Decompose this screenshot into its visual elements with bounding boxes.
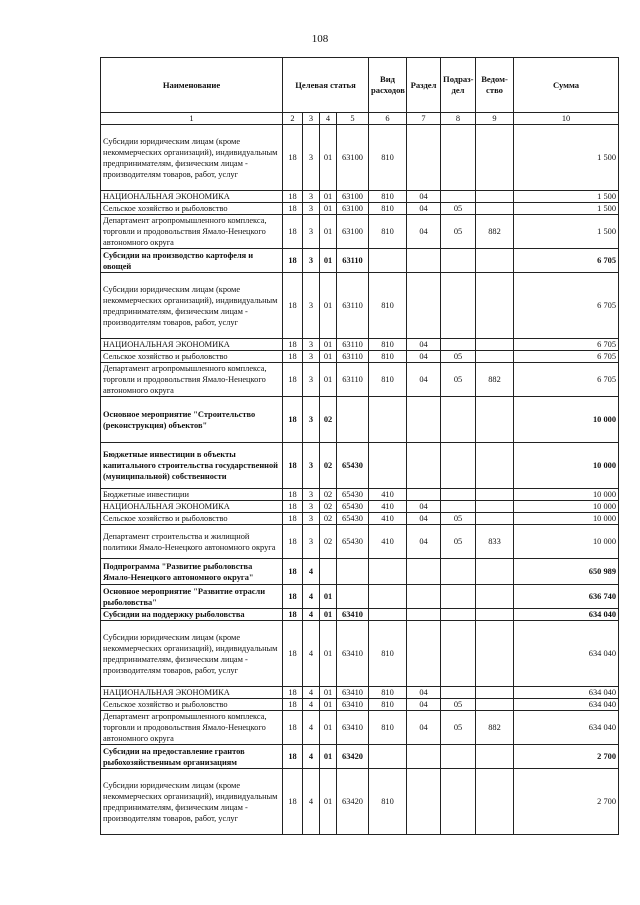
table-row bbox=[101, 489, 619, 501]
table-row bbox=[101, 711, 619, 745]
table-row bbox=[101, 273, 619, 339]
row-code-c3: 3 bbox=[303, 351, 320, 363]
row-name: Подпрограмма "Развитие рыболовства Ямало-Ненецкого автономного округа" bbox=[101, 559, 283, 585]
row-code-c5: 63410 bbox=[337, 711, 369, 745]
row-name: Сельское хозяйство и рыболовство bbox=[101, 699, 283, 711]
row-sum: 2 700 bbox=[514, 745, 619, 769]
row-name: Субсидии на предоставление грантов рыбохозяйственным организациям bbox=[101, 745, 283, 769]
row-code-c2: 18 bbox=[283, 443, 303, 489]
row-code-c7 bbox=[407, 489, 441, 501]
table-row bbox=[101, 249, 619, 273]
row-code-c8 bbox=[441, 745, 476, 769]
row-code-c8: 05 bbox=[441, 363, 476, 397]
row-code-c6: 810 bbox=[369, 203, 407, 215]
table-row bbox=[101, 699, 619, 711]
row-code-c6: 810 bbox=[369, 699, 407, 711]
row-code-c8: 05 bbox=[441, 699, 476, 711]
row-sum: 6 705 bbox=[514, 363, 619, 397]
row-name: Бюджетные инвестиции в объекты капитального строительства государственной (муниципальной) собственности bbox=[101, 443, 283, 489]
row-code-c9 bbox=[476, 621, 514, 687]
row-code-c7 bbox=[407, 745, 441, 769]
row-sum: 650 989 bbox=[514, 559, 619, 585]
row-code-c2: 18 bbox=[283, 339, 303, 351]
row-code-c3: 3 bbox=[303, 215, 320, 249]
row-code-c9: 882 bbox=[476, 215, 514, 249]
table-row bbox=[101, 513, 619, 525]
table-row bbox=[101, 215, 619, 249]
row-code-c8: 05 bbox=[441, 711, 476, 745]
row-sum: 634 040 bbox=[514, 711, 619, 745]
row-code-c3: 3 bbox=[303, 501, 320, 513]
row-code-c8 bbox=[441, 585, 476, 609]
row-code-c3: 3 bbox=[303, 273, 320, 339]
row-code-c5: 63100 bbox=[337, 215, 369, 249]
row-code-c7: 04 bbox=[407, 339, 441, 351]
row-code-c4: 01 bbox=[320, 191, 337, 203]
row-code-c6 bbox=[369, 397, 407, 443]
row-code-c9 bbox=[476, 249, 514, 273]
row-code-c5: 63420 bbox=[337, 769, 369, 835]
row-code-c9 bbox=[476, 745, 514, 769]
header-section: Раздел bbox=[407, 58, 441, 113]
row-code-c2: 18 bbox=[283, 273, 303, 339]
row-name: НАЦИОНАЛЬНАЯ ЭКОНОМИКА bbox=[101, 339, 283, 351]
row-code-c3: 3 bbox=[303, 489, 320, 501]
row-code-c3: 4 bbox=[303, 609, 320, 621]
row-code-c8 bbox=[441, 443, 476, 489]
table-row bbox=[101, 559, 619, 585]
row-code-c7 bbox=[407, 621, 441, 687]
row-code-c5 bbox=[337, 559, 369, 585]
row-sum: 6 705 bbox=[514, 249, 619, 273]
header-expense-type: Вид расходов bbox=[369, 58, 407, 113]
row-code-c9 bbox=[476, 501, 514, 513]
col-number: 3 bbox=[303, 113, 320, 125]
row-code-c9 bbox=[476, 203, 514, 215]
row-sum: 10 000 bbox=[514, 501, 619, 513]
col-number: 10 bbox=[514, 113, 619, 125]
row-code-c7: 04 bbox=[407, 699, 441, 711]
row-code-c4: 02 bbox=[320, 443, 337, 489]
row-code-c8: 05 bbox=[441, 351, 476, 363]
row-code-c4: 01 bbox=[320, 711, 337, 745]
row-code-c9 bbox=[476, 125, 514, 191]
row-code-c4 bbox=[320, 559, 337, 585]
table-row bbox=[101, 125, 619, 191]
col-number: 7 bbox=[407, 113, 441, 125]
row-sum: 636 740 bbox=[514, 585, 619, 609]
row-name: Основное мероприятие "Развитие отрасли рыболовства" bbox=[101, 585, 283, 609]
row-code-c5: 63420 bbox=[337, 745, 369, 769]
col-number: 6 bbox=[369, 113, 407, 125]
row-code-c8: 05 bbox=[441, 525, 476, 559]
row-code-c4: 02 bbox=[320, 525, 337, 559]
row-code-c2: 18 bbox=[283, 215, 303, 249]
table-row bbox=[101, 769, 619, 835]
table-row bbox=[101, 687, 619, 699]
row-name: Департамент агропромышленного комплекса, торговли и продовольствия Ямало-Ненецкого автономного округа bbox=[101, 711, 283, 745]
table-row bbox=[101, 351, 619, 363]
row-sum: 1 500 bbox=[514, 125, 619, 191]
row-sum: 10 000 bbox=[514, 443, 619, 489]
row-code-c4: 02 bbox=[320, 513, 337, 525]
row-code-c5: 63110 bbox=[337, 273, 369, 339]
row-code-c8 bbox=[441, 769, 476, 835]
row-code-c2: 18 bbox=[283, 699, 303, 711]
row-name: Субсидии юридическим лицам (кроме некоммерческих организаций), индивидуальным предпринимателям, физическим лицам - производителям товаров, работ, услуг bbox=[101, 125, 283, 191]
row-code-c6: 410 bbox=[369, 489, 407, 501]
row-code-c9 bbox=[476, 559, 514, 585]
row-code-c2: 18 bbox=[283, 711, 303, 745]
row-code-c7 bbox=[407, 443, 441, 489]
row-code-c6: 810 bbox=[369, 125, 407, 191]
row-code-c6 bbox=[369, 559, 407, 585]
row-code-c7 bbox=[407, 273, 441, 339]
row-code-c2: 18 bbox=[283, 191, 303, 203]
table-row bbox=[101, 443, 619, 489]
row-code-c5: 65430 bbox=[337, 513, 369, 525]
row-sum: 10 000 bbox=[514, 489, 619, 501]
row-code-c6: 810 bbox=[369, 711, 407, 745]
row-code-c5: 63100 bbox=[337, 191, 369, 203]
row-code-c7 bbox=[407, 397, 441, 443]
row-code-c5 bbox=[337, 397, 369, 443]
table-row bbox=[101, 363, 619, 397]
row-code-c3: 4 bbox=[303, 699, 320, 711]
row-code-c3: 3 bbox=[303, 397, 320, 443]
row-code-c5: 65430 bbox=[337, 501, 369, 513]
row-code-c7: 04 bbox=[407, 215, 441, 249]
row-code-c8 bbox=[441, 501, 476, 513]
table-row bbox=[101, 339, 619, 351]
row-code-c5: 63410 bbox=[337, 609, 369, 621]
row-code-c3: 3 bbox=[303, 339, 320, 351]
row-sum: 10 000 bbox=[514, 397, 619, 443]
row-code-c2: 18 bbox=[283, 769, 303, 835]
header-target: Целевая статья bbox=[283, 58, 369, 113]
row-code-c2: 18 bbox=[283, 249, 303, 273]
row-code-c8 bbox=[441, 621, 476, 687]
row-code-c9 bbox=[476, 513, 514, 525]
row-code-c8 bbox=[441, 687, 476, 699]
row-sum: 10 000 bbox=[514, 513, 619, 525]
row-name: Департамент агропромышленного комплекса, торговли и продовольствия Ямало-Ненецкого автономного округа bbox=[101, 363, 283, 397]
row-sum: 1 500 bbox=[514, 215, 619, 249]
row-code-c6 bbox=[369, 745, 407, 769]
row-code-c7: 04 bbox=[407, 191, 441, 203]
row-code-c6 bbox=[369, 609, 407, 621]
row-code-c4: 02 bbox=[320, 501, 337, 513]
row-code-c3: 3 bbox=[303, 203, 320, 215]
row-code-c8 bbox=[441, 125, 476, 191]
header-department: Ведом-ство bbox=[476, 58, 514, 113]
row-code-c6 bbox=[369, 443, 407, 489]
row-code-c6: 810 bbox=[369, 351, 407, 363]
row-code-c3: 4 bbox=[303, 711, 320, 745]
row-code-c2: 18 bbox=[283, 687, 303, 699]
row-code-c3: 3 bbox=[303, 191, 320, 203]
header-sum: Сумма bbox=[514, 58, 619, 113]
row-code-c2: 18 bbox=[283, 351, 303, 363]
row-code-c5: 63410 bbox=[337, 699, 369, 711]
row-code-c2: 18 bbox=[283, 125, 303, 191]
row-code-c6: 410 bbox=[369, 501, 407, 513]
row-code-c2: 18 bbox=[283, 525, 303, 559]
table-row bbox=[101, 585, 619, 609]
row-code-c9 bbox=[476, 687, 514, 699]
row-code-c5: 65430 bbox=[337, 489, 369, 501]
row-code-c9 bbox=[476, 397, 514, 443]
table-header-row bbox=[101, 58, 619, 113]
row-code-c2: 18 bbox=[283, 513, 303, 525]
row-name: Бюджетные инвестиции bbox=[101, 489, 283, 501]
col-number: 2 bbox=[283, 113, 303, 125]
row-code-c6 bbox=[369, 249, 407, 273]
row-code-c9: 882 bbox=[476, 363, 514, 397]
row-code-c8 bbox=[441, 339, 476, 351]
row-code-c7 bbox=[407, 585, 441, 609]
row-code-c7 bbox=[407, 559, 441, 585]
row-code-c4: 01 bbox=[320, 339, 337, 351]
row-code-c7: 04 bbox=[407, 711, 441, 745]
row-name: Субсидии юридическим лицам (кроме некоммерческих организаций), индивидуальным предпринимателям, физическим лицам - производителям товаров, работ, услуг bbox=[101, 273, 283, 339]
row-code-c6: 810 bbox=[369, 769, 407, 835]
row-code-c5: 65430 bbox=[337, 525, 369, 559]
row-code-c7: 04 bbox=[407, 351, 441, 363]
row-code-c5: 63110 bbox=[337, 351, 369, 363]
row-sum: 6 705 bbox=[514, 339, 619, 351]
page-number: 108 bbox=[311, 33, 329, 45]
row-code-c9 bbox=[476, 609, 514, 621]
col-number: 5 bbox=[337, 113, 369, 125]
row-code-c7 bbox=[407, 769, 441, 835]
header-subsection: Подраз-дел bbox=[441, 58, 476, 113]
row-code-c9 bbox=[476, 585, 514, 609]
row-code-c4: 01 bbox=[320, 609, 337, 621]
row-code-c5: 63410 bbox=[337, 621, 369, 687]
row-code-c9 bbox=[476, 443, 514, 489]
row-code-c7: 04 bbox=[407, 525, 441, 559]
row-code-c4: 01 bbox=[320, 351, 337, 363]
column-numbers-row bbox=[101, 113, 619, 125]
row-sum: 634 040 bbox=[514, 609, 619, 621]
row-code-c4: 02 bbox=[320, 397, 337, 443]
table-row bbox=[101, 501, 619, 513]
row-sum: 1 500 bbox=[514, 203, 619, 215]
row-code-c6: 810 bbox=[369, 215, 407, 249]
row-code-c3: 3 bbox=[303, 513, 320, 525]
row-code-c6: 410 bbox=[369, 513, 407, 525]
row-code-c5: 65430 bbox=[337, 443, 369, 489]
row-sum: 1 500 bbox=[514, 191, 619, 203]
row-sum: 6 705 bbox=[514, 351, 619, 363]
row-code-c5: 63110 bbox=[337, 249, 369, 273]
row-code-c6: 810 bbox=[369, 363, 407, 397]
row-code-c8 bbox=[441, 489, 476, 501]
row-code-c3: 3 bbox=[303, 443, 320, 489]
row-code-c2: 18 bbox=[283, 745, 303, 769]
row-code-c3: 4 bbox=[303, 745, 320, 769]
row-code-c5: 63410 bbox=[337, 687, 369, 699]
header-name: Наименование bbox=[101, 58, 283, 113]
row-code-c4: 01 bbox=[320, 203, 337, 215]
row-code-c3: 3 bbox=[303, 525, 320, 559]
row-name: Департамент агропромышленного комплекса, торговли и продовольствия Ямало-Ненецкого автономного округа bbox=[101, 215, 283, 249]
row-name: Субсидии на производство картофеля и овощей bbox=[101, 249, 283, 273]
row-code-c7 bbox=[407, 609, 441, 621]
row-code-c6: 810 bbox=[369, 339, 407, 351]
row-code-c3: 4 bbox=[303, 621, 320, 687]
row-code-c5: 63100 bbox=[337, 125, 369, 191]
row-name: НАЦИОНАЛЬНАЯ ЭКОНОМИКА bbox=[101, 687, 283, 699]
row-code-c2: 18 bbox=[283, 559, 303, 585]
row-code-c8 bbox=[441, 249, 476, 273]
row-code-c9 bbox=[476, 339, 514, 351]
row-code-c4: 01 bbox=[320, 687, 337, 699]
row-name: Субсидии на поддержку рыболовства bbox=[101, 609, 283, 621]
row-sum: 634 040 bbox=[514, 699, 619, 711]
row-code-c9 bbox=[476, 273, 514, 339]
row-code-c3: 4 bbox=[303, 769, 320, 835]
row-sum: 634 040 bbox=[514, 621, 619, 687]
row-code-c2: 18 bbox=[283, 585, 303, 609]
row-code-c6: 810 bbox=[369, 621, 407, 687]
row-code-c9 bbox=[476, 769, 514, 835]
row-code-c2: 18 bbox=[283, 397, 303, 443]
row-name: Сельское хозяйство и рыболовство bbox=[101, 351, 283, 363]
table-row bbox=[101, 203, 619, 215]
row-code-c9: 882 bbox=[476, 711, 514, 745]
row-code-c7 bbox=[407, 249, 441, 273]
row-code-c8 bbox=[441, 191, 476, 203]
row-code-c8: 05 bbox=[441, 513, 476, 525]
row-name: НАЦИОНАЛЬНАЯ ЭКОНОМИКА bbox=[101, 191, 283, 203]
row-code-c6 bbox=[369, 585, 407, 609]
row-name: Департамент строительства и жилищной политики Ямало-Ненецкого автономного округа bbox=[101, 525, 283, 559]
row-code-c6: 810 bbox=[369, 273, 407, 339]
row-code-c7: 04 bbox=[407, 513, 441, 525]
table-row bbox=[101, 745, 619, 769]
row-name: Сельское хозяйство и рыболовство bbox=[101, 203, 283, 215]
row-code-c4: 01 bbox=[320, 273, 337, 339]
row-name: Основное мероприятие "Строительство (реконструкция) объектов" bbox=[101, 397, 283, 443]
row-code-c5: 63110 bbox=[337, 363, 369, 397]
row-code-c7: 04 bbox=[407, 687, 441, 699]
row-code-c7 bbox=[407, 125, 441, 191]
row-code-c4: 02 bbox=[320, 489, 337, 501]
row-name: Субсидии юридическим лицам (кроме некоммерческих организаций), индивидуальным предпринимателям, физическим лицам - производителям товаров, работ, услуг bbox=[101, 621, 283, 687]
table-row bbox=[101, 621, 619, 687]
row-code-c6: 810 bbox=[369, 191, 407, 203]
row-code-c5: 63110 bbox=[337, 339, 369, 351]
row-code-c3: 3 bbox=[303, 363, 320, 397]
row-code-c2: 18 bbox=[283, 609, 303, 621]
row-code-c3: 4 bbox=[303, 687, 320, 699]
row-code-c5: 63100 bbox=[337, 203, 369, 215]
row-code-c2: 18 bbox=[283, 203, 303, 215]
row-code-c7: 04 bbox=[407, 203, 441, 215]
col-number: 4 bbox=[320, 113, 337, 125]
budget-table bbox=[100, 57, 619, 835]
row-name: Сельское хозяйство и рыболовство bbox=[101, 513, 283, 525]
row-code-c9 bbox=[476, 489, 514, 501]
row-code-c4: 01 bbox=[320, 769, 337, 835]
row-code-c9 bbox=[476, 191, 514, 203]
row-code-c2: 18 bbox=[283, 489, 303, 501]
table-row bbox=[101, 609, 619, 621]
row-code-c8 bbox=[441, 609, 476, 621]
col-number: 8 bbox=[441, 113, 476, 125]
row-code-c3: 3 bbox=[303, 249, 320, 273]
row-code-c3: 3 bbox=[303, 125, 320, 191]
row-code-c4: 01 bbox=[320, 125, 337, 191]
row-sum: 6 705 bbox=[514, 273, 619, 339]
table-row bbox=[101, 525, 619, 559]
table-row bbox=[101, 191, 619, 203]
row-code-c8 bbox=[441, 397, 476, 443]
row-sum: 10 000 bbox=[514, 525, 619, 559]
row-code-c4: 01 bbox=[320, 215, 337, 249]
row-code-c5 bbox=[337, 585, 369, 609]
table-row bbox=[101, 397, 619, 443]
row-code-c2: 18 bbox=[283, 363, 303, 397]
row-sum: 2 700 bbox=[514, 769, 619, 835]
row-code-c8 bbox=[441, 559, 476, 585]
row-code-c9 bbox=[476, 699, 514, 711]
row-name: НАЦИОНАЛЬНАЯ ЭКОНОМИКА bbox=[101, 501, 283, 513]
row-code-c2: 18 bbox=[283, 501, 303, 513]
row-code-c4: 01 bbox=[320, 745, 337, 769]
row-code-c4: 01 bbox=[320, 249, 337, 273]
row-code-c4: 01 bbox=[320, 621, 337, 687]
row-code-c7: 04 bbox=[407, 501, 441, 513]
row-code-c9: 833 bbox=[476, 525, 514, 559]
row-code-c8 bbox=[441, 273, 476, 339]
col-number: 1 bbox=[101, 113, 283, 125]
row-code-c3: 4 bbox=[303, 559, 320, 585]
row-code-c9 bbox=[476, 351, 514, 363]
row-code-c7: 04 bbox=[407, 363, 441, 397]
row-code-c2: 18 bbox=[283, 621, 303, 687]
row-code-c4: 01 bbox=[320, 363, 337, 397]
row-code-c6: 810 bbox=[369, 687, 407, 699]
row-code-c6: 410 bbox=[369, 525, 407, 559]
row-code-c8: 05 bbox=[441, 215, 476, 249]
row-code-c3: 4 bbox=[303, 585, 320, 609]
row-code-c4: 01 bbox=[320, 699, 337, 711]
row-name: Субсидии юридическим лицам (кроме некоммерческих организаций), индивидуальным предпринимателям, физическим лицам - производителям товаров, работ, услуг bbox=[101, 769, 283, 835]
col-number: 9 bbox=[476, 113, 514, 125]
row-code-c8: 05 bbox=[441, 203, 476, 215]
row-sum: 634 040 bbox=[514, 687, 619, 699]
row-code-c4: 01 bbox=[320, 585, 337, 609]
